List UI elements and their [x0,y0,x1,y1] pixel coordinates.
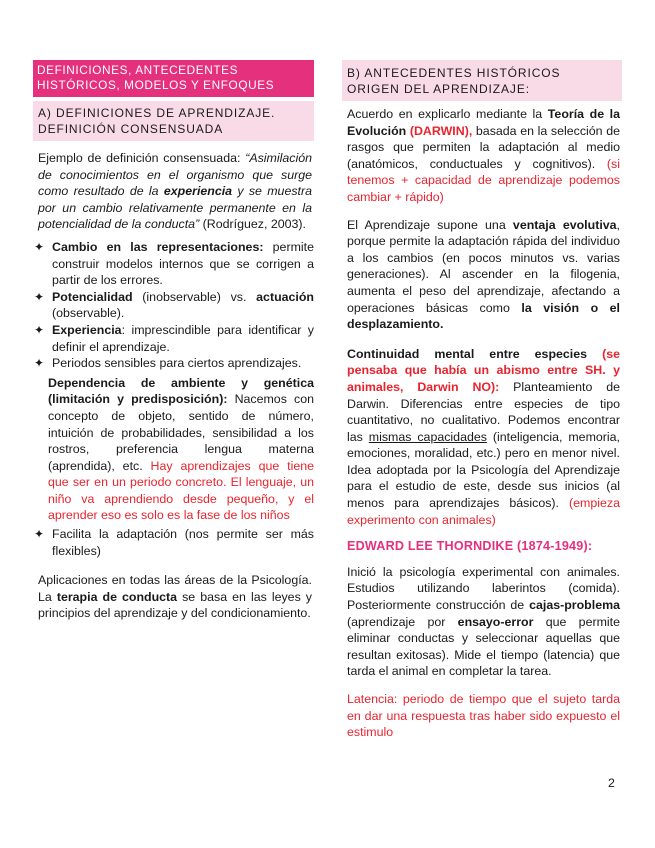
left-column [33,60,314,622]
list-item: ✦ Cambio en las representaciones: permite construir modelos internos que se corrigen a partir de los errores. [34,239,314,288]
evolution-paragraph: Acuerdo en explicarlo mediante la Teoría de la Evolución (DARWIN), basada en la selección de rasgos que permiten la adaptación al medio (anatómicos, conductuales y cognitivos). (si tenemos + capacidad de aprendizaje podemos cambiar + rápido) [347,107,620,204]
evolutionary-advantage-paragraph: El Aprendizaje supone una ventaja evolutiva, porque permite la adaptación rápida del individuo a los cambios (en pocos minutos vs. varias generaciones). Al ascender en la filogenia, aumenta el peso del aprendizaje, afectando a operaciones básicas como la visión o el desplazamiento. [347,217,620,332]
star-bullet-icon: ✦ [34,322,45,337]
applications-paragraph: Aplicaciones en todas las áreas de la Psicología. La terapia de conducta se basa en las leyes y principios del aprendizaje y del condicionamiento. [38,573,312,621]
subsection-b-title: B) ANTECEDENTES HISTÓRICOS ORIGEN DEL APRENDIZAJE: [342,60,622,101]
list-item: ✦ Periodos sensibles para ciertos aprendizajes. [34,356,302,371]
star-bullet-icon: ✦ [34,239,45,254]
definition-bullets [33,239,314,372]
mental-continuity-paragraph: Continuidad mental entre especies (se pensaba que había un abismo entre SH. y animales, Darwin NO): Planteamiento de Darwin. Diferencias entre especies de tipo cuantitativo, no cualitativo. Podemos encontrar las mismas capacidades (inteligencia, memoria, emociones, moralidad, etc.) pero en menor nivel. Idea adoptada por la Psicología del Aprendizaje para el estudio de este, desde sus inicios (al menos para aprendizajes básicos). (empieza experimento con animales) [347,346,620,527]
thorndike-paragraph: Inició la psicología experimental con animales. Estudios utilizando laberintos (comida). Posteriormente construcción de cajas-problema (aprendizaje por ensayo-error que permite eliminar conductas y seleccionar aquellas que resultan exitosas). Mide el tiempo (latencia) que tarda el animal en completar la tarea. [347,564,620,679]
list-item: ✦ Potencialidad (inobservable) vs. actuación (observable). [34,289,314,321]
dependencia-paragraph: Dependencia de ambiente y genética (limitación y predisposición): Nacemos con concepto de objeto, sentido de número, intuición de probabilidades, sensibilidad a los rostros, preferencia lengua materna (aprendida), etc. Hay aprendizajes que tiene que ser en un periodo concreto. El lenguaje, un niño va aprendiendo desde pequeño, y el aprender eso es solo es la fase de los niños [48,375,314,523]
star-bullet-icon: ✦ [34,289,45,304]
consensus-definition: Ejemplo de definición consensuada: “Asimilación de conocimientos en el organismo que surge como resultado de la experiencia y se muestra por un cambio relativamente permanente en la potencialidad de la conducta” (Rodríguez, 2003). [38,151,312,232]
thorndike-heading: EDWARD LEE THORNDIKE (1874-1949): [347,539,593,554]
star-bullet-icon: ✦ [34,527,45,542]
latency-definition: Latencia: periodo de tiempo que el sujeto tarda en dar una respuesta tras haber sido expuesto el estimulo [347,692,620,740]
star-bullet-icon: ✦ [34,356,45,371]
page-number: 2 [608,776,615,790]
list-item: ✦ Facilita la adaptación (nos permite ser más flexibles) [34,527,314,558]
right-column [342,60,622,741]
adaptation-bullet [33,526,314,559]
subsection-a-title: A) DEFINICIONES DE APRENDIZAJE. DEFINICIÓN CONSENSUADA [33,101,314,141]
list-item: ✦ Experiencia: imprescindible para identificar y definir el aprendizaje. [34,322,314,354]
section-title: DEFINICIONES, ANTECEDENTES HISTÓRICOS, MODELOS Y ENFOQUES [33,60,314,97]
